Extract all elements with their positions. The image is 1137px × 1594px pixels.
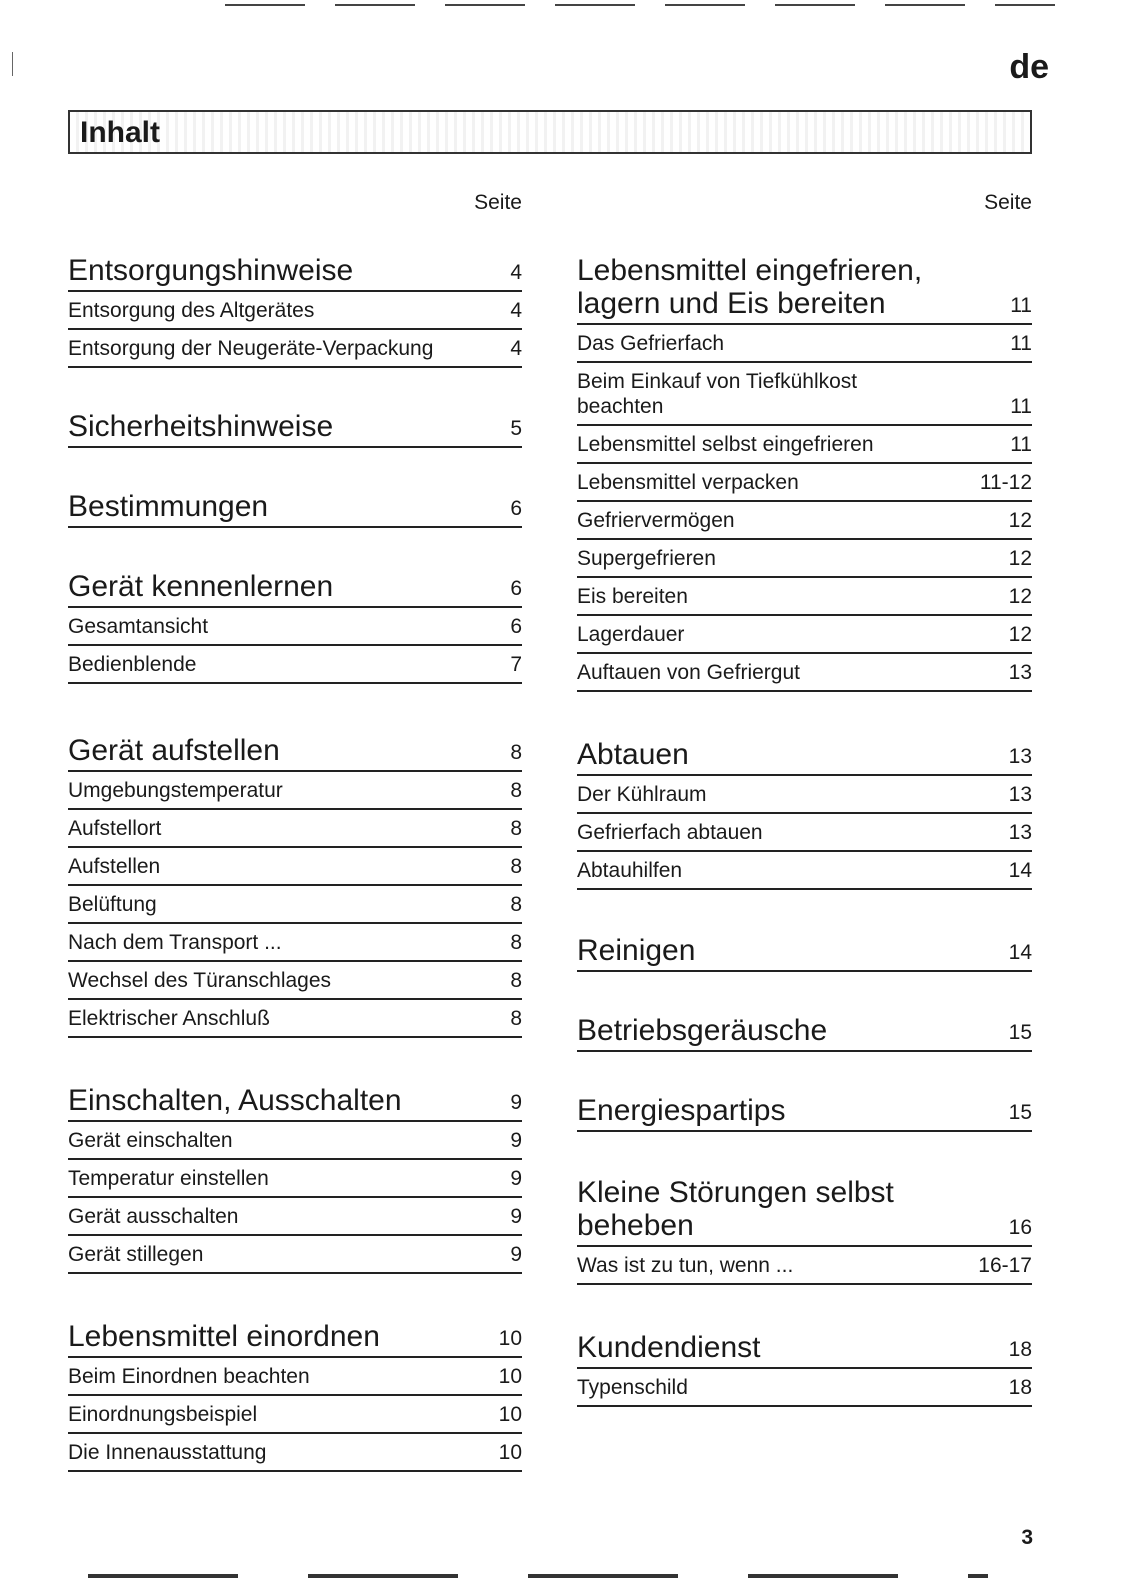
toc-entry[interactable]: [68, 924, 522, 962]
toc-section-page: 10: [498, 1327, 522, 1350]
toc-section-heading[interactable]: [68, 254, 522, 292]
toc-entry[interactable]: [577, 776, 1032, 814]
toc-entry-page: 9: [510, 1129, 522, 1152]
toc-section: [577, 738, 1032, 890]
toc-section-title: Lebensmittel eingefrieren, lagern und Eis bereiten: [577, 254, 923, 320]
toc-section: [577, 254, 1032, 692]
toc-entry[interactable]: [68, 1396, 522, 1434]
toc-entry-label: Gesamtansicht: [68, 615, 209, 638]
toc-entry-page: 8: [510, 893, 522, 916]
toc-entry-label: Temperatur einstellen: [68, 1167, 269, 1190]
toc-section-page: 9: [510, 1091, 522, 1114]
toc-entry[interactable]: [68, 772, 522, 810]
toc-section-heading[interactable]: [68, 734, 522, 772]
toc-entry-label: Belüftung: [68, 893, 157, 916]
toc-section-title: Einschalten, Ausschalten: [68, 1084, 402, 1117]
page-number: 3: [1021, 1526, 1033, 1549]
toc-section: [68, 734, 522, 1038]
toc-entry-label: Aufstellen: [68, 855, 161, 878]
toc-section-page: 6: [510, 577, 522, 600]
toc-entry-label: Was ist zu tun, wenn ...: [577, 1254, 794, 1277]
toc-entry-page: 10: [498, 1365, 522, 1388]
bottom-border-dashes: [88, 1574, 988, 1578]
toc-section-title: Gerät aufstellen: [68, 734, 280, 767]
toc-entry-page: 12: [1008, 547, 1032, 570]
toc-section-heading[interactable]: [577, 934, 1032, 972]
toc-entry-page: 6: [510, 615, 522, 638]
margin-mark: [12, 52, 13, 76]
toc-right-column: [577, 188, 1032, 1407]
toc-entry-page: 8: [510, 931, 522, 954]
page-title: Inhalt: [80, 116, 160, 149]
title-bar: [68, 110, 1032, 154]
toc-section: [577, 1331, 1032, 1407]
toc-entry-label: Eis bereiten: [577, 585, 688, 608]
toc-entry-page: 9: [510, 1167, 522, 1190]
toc-entry-page: 14: [1008, 859, 1032, 882]
toc-entry[interactable]: [68, 1160, 522, 1198]
toc-entry-label: Das Gefrierfach: [577, 332, 725, 355]
toc-entry-page: 12: [1008, 509, 1032, 532]
toc-entry-page: 10: [498, 1403, 522, 1426]
toc-section-page: 6: [510, 497, 522, 520]
toc-entry-label: Entsorgung der Neugeräte-Verpackung: [68, 337, 434, 360]
toc-entry[interactable]: [577, 363, 1032, 426]
toc-entry[interactable]: [577, 464, 1032, 502]
toc-section-page: 16: [1008, 1216, 1032, 1239]
toc-section-title: Bestimmungen: [68, 490, 269, 523]
toc-section-title: Kleine Störungen selbst beheben: [577, 1176, 894, 1242]
toc-entry[interactable]: [577, 852, 1032, 890]
toc-entry-page: 12: [1008, 623, 1032, 646]
toc-entry-label: Lebensmittel verpacken: [577, 471, 799, 494]
toc-entry-label: Die Innenausstattung: [68, 1441, 267, 1464]
toc-entry-label: Gerät stillegen: [68, 1243, 204, 1266]
toc-section: [68, 1320, 522, 1472]
toc-section: [577, 1014, 1032, 1052]
toc-entry[interactable]: [68, 962, 522, 1000]
toc-section-page: 11: [1010, 294, 1032, 317]
toc-section-page: 15: [1008, 1101, 1032, 1124]
toc-section: [68, 1084, 522, 1274]
toc-section-title: Reinigen: [577, 934, 696, 967]
toc-entry-label: Lebensmittel selbst eingefrieren: [577, 433, 874, 456]
toc-entry-page: 11-12: [979, 471, 1032, 494]
toc-entry-page: 16-17: [978, 1254, 1032, 1277]
toc-entry-page: 8: [510, 855, 522, 878]
toc-section-heading[interactable]: [577, 1014, 1032, 1052]
toc-entry[interactable]: [68, 646, 522, 684]
toc-entry-page: 11: [1010, 332, 1032, 355]
toc-section-heading[interactable]: [577, 1094, 1032, 1132]
toc-entry-label: Gefriervermögen: [577, 509, 735, 532]
toc-section: [68, 490, 522, 528]
toc-section-heading[interactable]: [68, 1320, 522, 1358]
toc-entry[interactable]: [68, 848, 522, 886]
toc-entry-label: Gerät ausschalten: [68, 1205, 239, 1228]
toc-entry-page: 9: [510, 1243, 522, 1266]
toc-section-title: Lebensmittel einordnen: [68, 1320, 380, 1353]
toc-entry[interactable]: [577, 814, 1032, 852]
toc-entry-label: Umgebungstemperatur: [68, 779, 283, 802]
toc-entry-page: 11: [1010, 433, 1032, 456]
toc-section: [577, 1176, 1032, 1285]
toc-entry-label: Elektrischer Anschluß: [68, 1007, 270, 1030]
toc-entry[interactable]: [68, 1434, 522, 1472]
toc-entry-label: Beim Einordnen beachten: [68, 1365, 310, 1388]
toc-section-heading[interactable]: [577, 738, 1032, 776]
toc-section-title: Sicherheitshinweise: [68, 410, 334, 443]
toc-entry-page: 11: [1010, 395, 1032, 418]
toc-section-page: 14: [1008, 941, 1032, 964]
seite-label: Seite: [984, 191, 1032, 214]
toc-entry[interactable]: [68, 1358, 522, 1396]
toc-section-title: Entsorgungshinweise: [68, 254, 354, 287]
toc-entry[interactable]: [577, 578, 1032, 616]
top-border-dashes: [225, 4, 1055, 6]
toc-entry-label: Aufstellort: [68, 817, 162, 840]
toc-entry[interactable]: [577, 502, 1032, 540]
toc-entry[interactable]: [68, 810, 522, 848]
toc-entry[interactable]: [577, 654, 1032, 692]
toc-entry-page: 13: [1008, 821, 1032, 844]
toc-entry[interactable]: [577, 616, 1032, 654]
toc-section-title: Abtauen: [577, 738, 689, 771]
toc-entry-label: Gerät einschalten: [68, 1129, 233, 1152]
toc-entry-page: 12: [1008, 585, 1032, 608]
toc-entry-page: 8: [510, 817, 522, 840]
toc-section-page: 15: [1008, 1021, 1032, 1044]
toc-section-page: 4: [510, 261, 522, 284]
toc-section-heading[interactable]: [577, 1176, 1032, 1247]
toc-entry[interactable]: [68, 1236, 522, 1274]
toc-entry-label: Supergefrieren: [577, 547, 716, 570]
toc-section-heading[interactable]: [68, 570, 522, 608]
toc-entry-label: Typenschild: [577, 1376, 688, 1399]
toc-entry[interactable]: [577, 1369, 1032, 1407]
toc-section: [68, 254, 522, 368]
toc-entry-page: 13: [1008, 661, 1032, 684]
toc-section-page: 13: [1008, 745, 1032, 768]
toc-entry[interactable]: [68, 1000, 522, 1038]
toc-entry-page: 8: [510, 779, 522, 802]
toc-entry[interactable]: [68, 330, 522, 368]
toc-entry[interactable]: [68, 886, 522, 924]
toc-entry-page: 7: [510, 653, 522, 676]
toc-section-page: 5: [510, 417, 522, 440]
toc-left-column: [68, 188, 522, 1472]
toc-section-heading[interactable]: [68, 490, 522, 528]
seite-label: Seite: [474, 191, 522, 214]
toc-entry-label: Entsorgung des Altgerätes: [68, 299, 315, 322]
toc-entry[interactable]: [577, 325, 1032, 363]
toc-entry[interactable]: [68, 608, 522, 646]
toc-entry-page: 4: [510, 337, 522, 360]
toc-entry-label: Auftauen von Gefriergut: [577, 661, 800, 684]
toc-entry[interactable]: [68, 292, 522, 330]
toc-entry-label: Beim Einkauf von Tiefkühlkost beachten: [577, 370, 858, 418]
toc-section-heading[interactable]: [577, 254, 1032, 325]
toc-entry-page: 10: [498, 1441, 522, 1464]
toc-entry[interactable]: [68, 1122, 522, 1160]
toc-entry-label: Lagerdauer: [577, 623, 685, 646]
toc-section-page: 8: [510, 741, 522, 764]
toc-section-page: 18: [1008, 1338, 1032, 1361]
toc-section-title: Kundendienst: [577, 1331, 761, 1364]
toc-entry-label: Abtauhilfen: [577, 859, 683, 882]
toc-entry-label: Wechsel des Türanschlages: [68, 969, 332, 992]
toc-section-title: Betriebsgeräusche: [577, 1014, 828, 1047]
toc-section-heading[interactable]: [68, 1084, 522, 1122]
toc-section-title: Gerät kennenlernen: [68, 570, 334, 603]
toc-entry-page: 8: [510, 969, 522, 992]
toc-section-heading[interactable]: [577, 1331, 1032, 1369]
toc-section: [68, 570, 522, 684]
language-code: de: [1009, 48, 1049, 86]
toc-section-title: Energiespartips: [577, 1094, 786, 1127]
toc-entry-label: Gefrierfach abtauen: [577, 821, 763, 844]
toc-section-heading[interactable]: [68, 410, 522, 448]
toc-entry-page: 9: [510, 1205, 522, 1228]
toc-entry[interactable]: [68, 1198, 522, 1236]
toc-entry-page: 4: [510, 299, 522, 322]
toc-section: [68, 410, 522, 448]
toc-entry[interactable]: [577, 426, 1032, 464]
toc-entry[interactable]: [577, 1247, 1032, 1285]
toc-entry-page: 13: [1008, 783, 1032, 806]
toc-section: [577, 934, 1032, 972]
toc-entry[interactable]: [577, 540, 1032, 578]
toc-entry-label: Bedienblende: [68, 653, 197, 676]
toc-entry-label: Der Kühlraum: [577, 783, 707, 806]
toc-section: [577, 1094, 1032, 1132]
toc-entry-label: Nach dem Transport ...: [68, 931, 282, 954]
toc-entry-page: 18: [1008, 1376, 1032, 1399]
toc-entry-label: Einordnungsbeispiel: [68, 1403, 258, 1426]
toc-entry-page: 8: [510, 1007, 522, 1030]
